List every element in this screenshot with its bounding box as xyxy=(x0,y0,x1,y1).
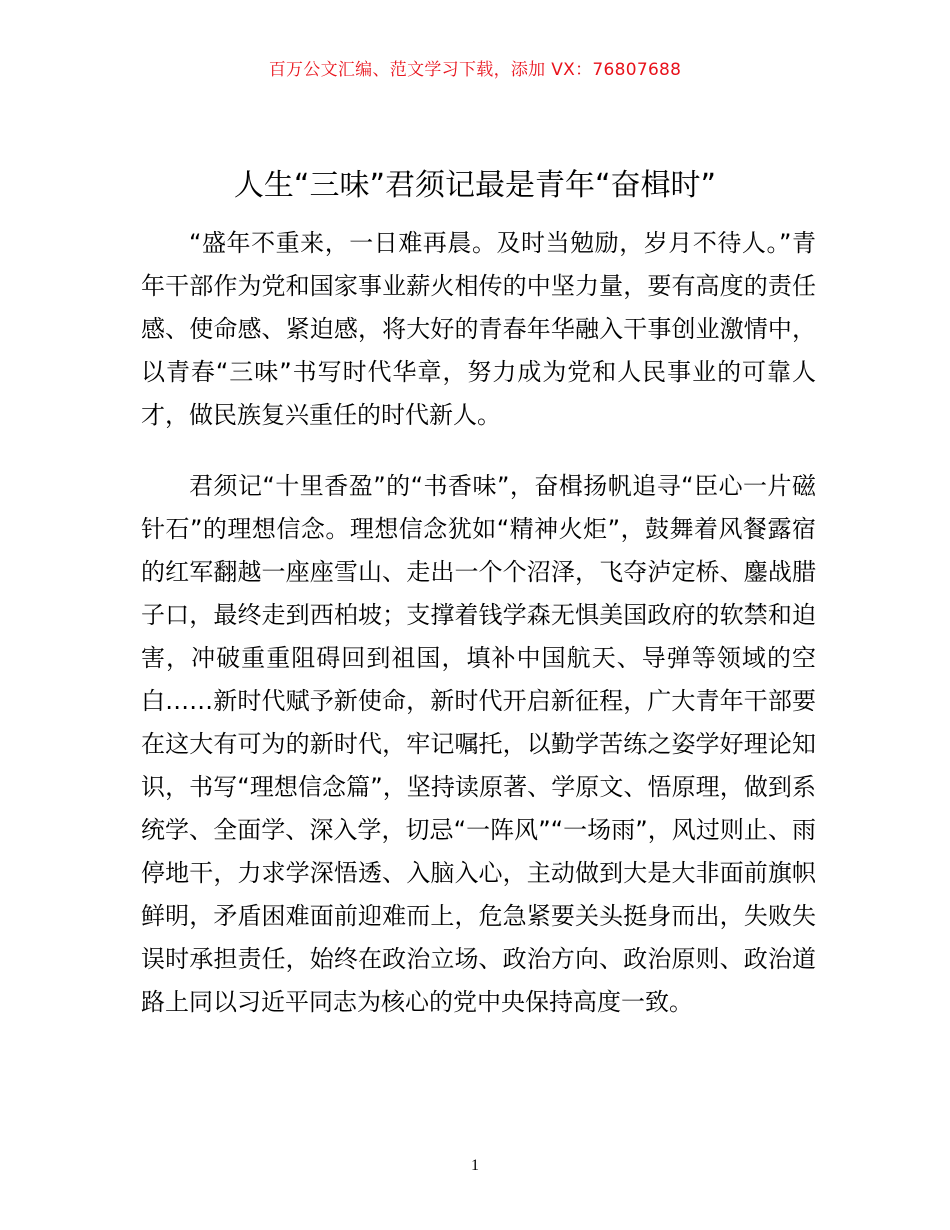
document-title: 人生“三味”君须记最是青年“奋楫时” xyxy=(233,168,717,203)
paragraph-1: “盛年不重来，一日难再晨。及时当勉励，岁月不待人。”青年干部作为党和国家事业薪火相传的中坚力量，要有高度的责任感、使命感、紧迫感，将大好的青春年华融入干事创业激情中，以青春“三味”书写时代华章，努力成为党和人民事业的可靠人才，做民族复兴重任的时代新人。 xyxy=(141,229,816,429)
document-body xyxy=(141,222,816,1024)
header-banner: 百万公文汇编、范文学习下载，添加 VX：76807688 xyxy=(268,60,682,80)
page-number: 1 xyxy=(471,1157,479,1174)
paragraph-2: 君须记“十里香盈”的“书香味”，奋楫扬帆追寻“臣心一片磁针石”的理想信念。理想信念犹如“精神火炬”，鼓舞着风餐露宿的红军翻越一座座雪山、走出一个个沼泽，飞夺泸定桥、鏖战腊子口，最终走到西柏坡；支撑着钱学森无惧美国政府的软禁和迫害，冲破重重阻碍回到祖国，填补中国航天、导弹等领域的空白……新时代赋予新使命，新时代开启新征程，广大青年干部要在这大有可为的新时代，牢记嘱托，以勤学苦练之姿学好理论知识，书写“理想信念篇”，坚持读原著、学原文、悟原理，做到系统学、全面学、深入学，切忌“一阵风”“一场雨”，风过则止、雨停地干，力求学深悟透、入脑入心，主动做到大是大非面前旗帜鲜明，矛盾困难面前迎难而上，危急紧要关头挺身而出，失败失误时承担责任，始终在政治立场、政治方向、政治原则、政治道路上同以习近平同志为核心的党中央保持高度一致。 xyxy=(141,472,816,1016)
